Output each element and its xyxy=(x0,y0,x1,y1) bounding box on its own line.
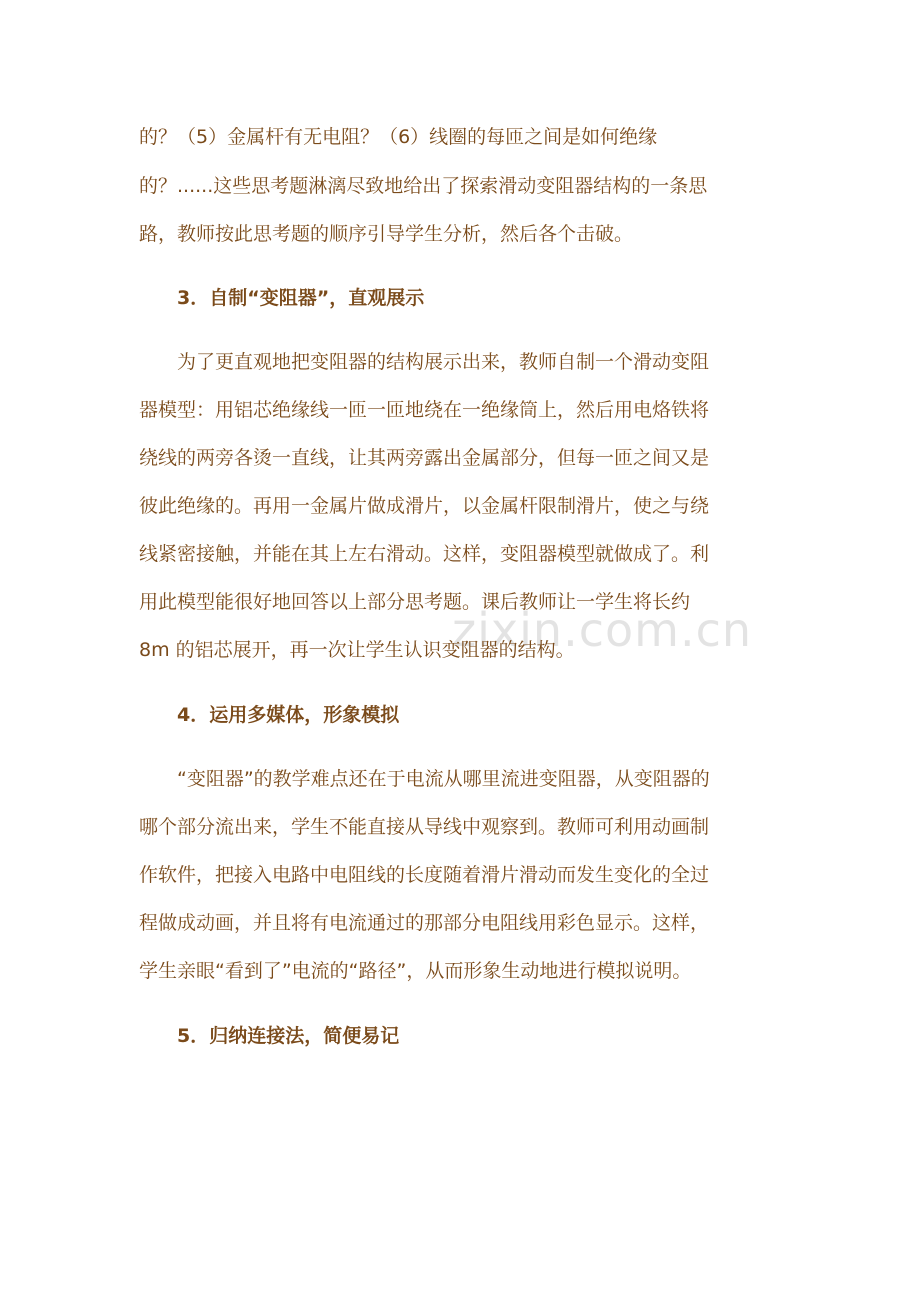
text-line: 学生亲眼“看到了”电流的“路径”，从而形象生动地进行模拟说明。 xyxy=(139,960,692,982)
section-heading-3: 3．自制“变阻器”，直观展示 xyxy=(177,287,425,309)
text-line: 8m 的铝芯展开，再一次让学生认识变阻器的结构。 xyxy=(139,639,575,661)
section-heading-4: 4．运用多媒体，形象模拟 xyxy=(177,704,400,726)
text-line: 为了更直观地把变阻器的结构展示出来，教师自制一个滑动变阻 xyxy=(177,351,710,373)
text-line: “变阻器”的教学难点还在于电流从哪里流进变阻器，从变阻器的 xyxy=(177,768,710,790)
text-line: 器模型：用铝芯绝缘线一匝一匝地绕在一绝缘筒上，然后用电烙铁将 xyxy=(139,399,710,421)
text-line: 彼此绝缘的。再用一金属片做成滑片，以金属杆限制滑片，使之与绕 xyxy=(139,495,710,517)
text-line: 绕线的两旁各烫一直线，让其两旁露出金属部分，但每一匝之间又是 xyxy=(139,447,710,469)
text-line: 哪个部分流出来，学生不能直接从导线中观察到。教师可利用动画制 xyxy=(139,816,710,838)
text-line: 程做成动画，并且将有电流通过的那部分电阻线用彩色显示。这样， xyxy=(139,912,710,934)
text-line: 的？（5）金属杆有无电阻？（6）线圈的每匝之间是如何绝缘 xyxy=(139,126,658,148)
text-line: 用此模型能很好地回答以上部分思考题。课后教师让一学生将长约 xyxy=(139,591,691,613)
watermark: zixin.com.cn xyxy=(452,603,753,657)
text-line: 作软件，把接入电路中电阻线的长度随着滑片滑动而发生变化的全过 xyxy=(139,864,710,886)
text-line: 的？......这些思考题淋漓尽致地给出了探索滑动变阻器结构的一条思 xyxy=(139,175,708,197)
text-line: 路，教师按此思考题的顺序引导学生分析，然后各个击破。 xyxy=(139,223,634,245)
text-line: 线紧密接触，并能在其上左右滑动。这样，变阻器模型就做成了。利 xyxy=(139,543,710,565)
section-heading-5: 5．归纳连接法，简便易记 xyxy=(177,1025,400,1047)
